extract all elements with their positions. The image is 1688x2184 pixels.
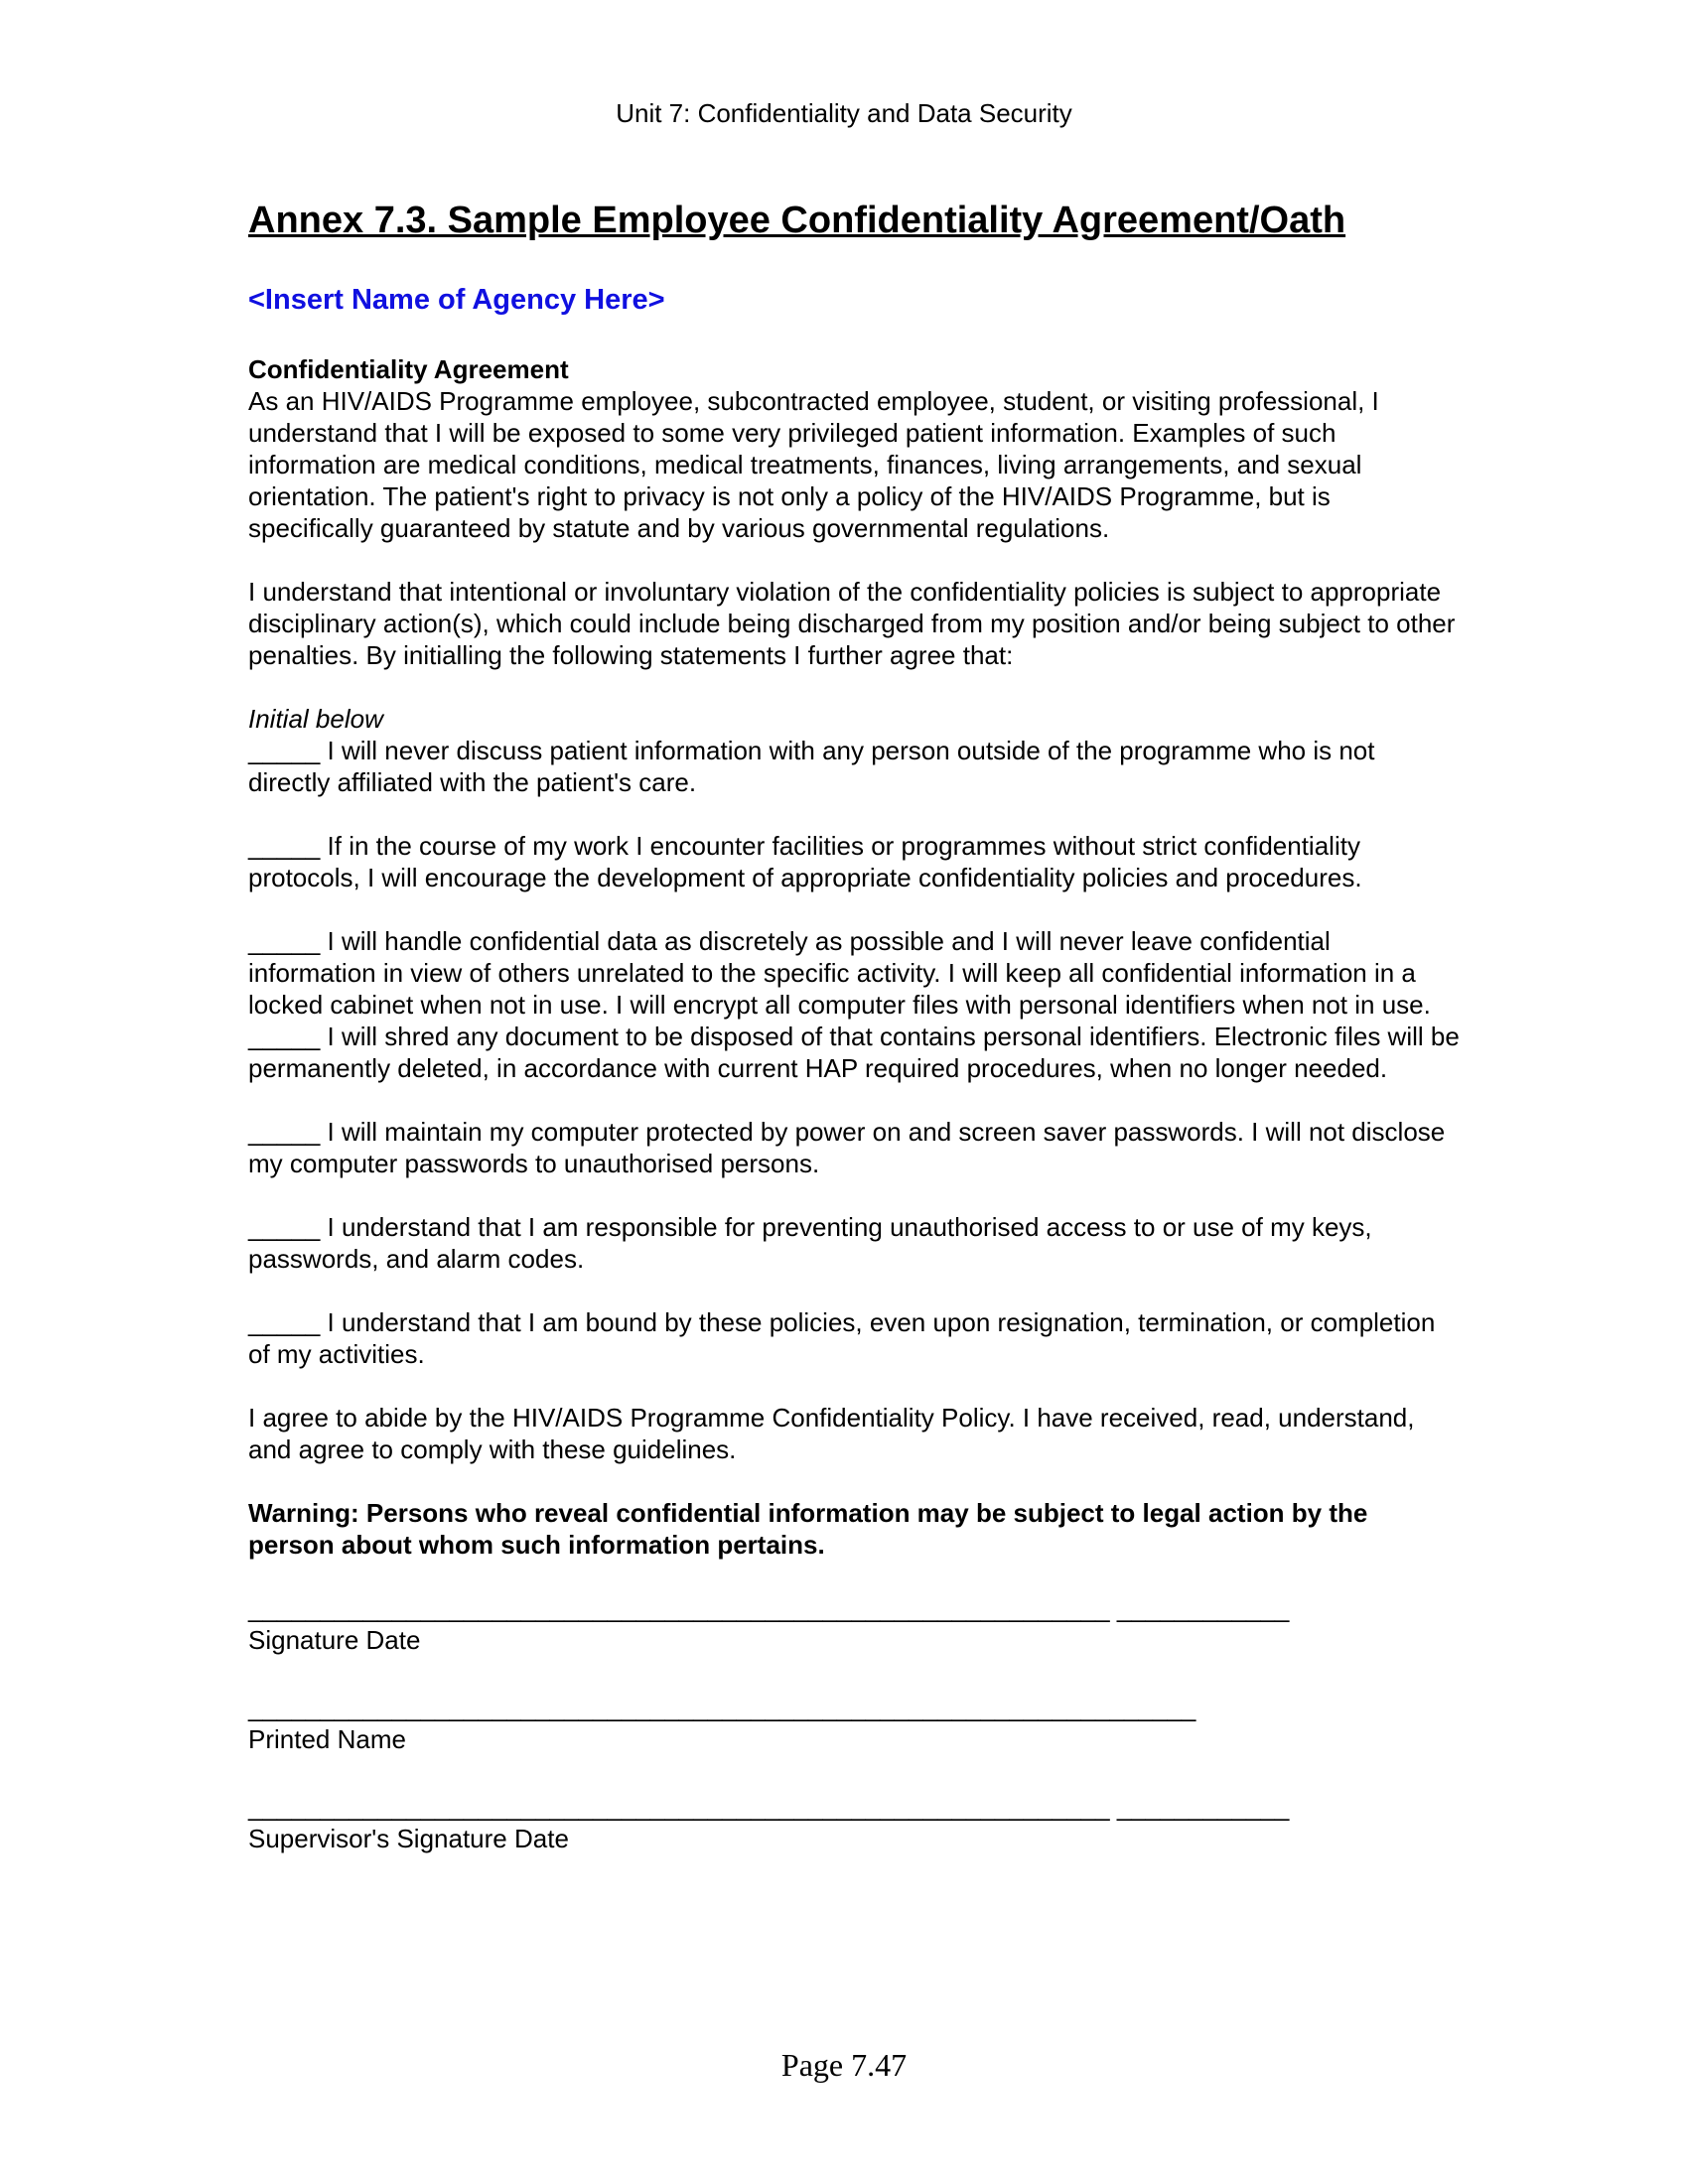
statement-item: _____ I will never discuss patient information with any person outside of the programme who is not directly affiliated with the patient's care. (248, 736, 1375, 797)
warning-statement: Warning: Persons who reveal confidential information may be subject to legal action by the person about whom such information pertains. (248, 1498, 1368, 1560)
agency-name-placeholder: <Insert Name of Agency Here> (248, 284, 665, 316)
statement-item: _____ I will maintain my computer protected by power on and screen saver passwords. I will not disclose my computer passwords to unauthorised persons. (248, 1117, 1446, 1178)
supervisor-signature-line: ____________________________________________________________ ____________ (248, 1792, 1290, 1822)
signature-line: ____________________________________________________________ ____________ (248, 1593, 1290, 1623)
printed-name-line: __________________________________________________________________ (248, 1693, 1196, 1722)
intro-paragraph: As an HIV/AIDS Programme employee, subcontracted employee, student, or visiting professional, I understand that I will be exposed to some very privileged patient information. Examples of such information are medical conditions, medical treatments, finances, living arrangements, and sexual orientation. The patient's right to privacy is not only a policy of the HIV/AIDS Programme, but is specifically guaranteed by statute and by various governmental regulations. (248, 386, 1379, 543)
statement-item: _____ If in the course of my work I encounter facilities or programmes without strict confidentiality protocols, I will encourage the development of appropriate confidentiality policies and procedures. (248, 831, 1362, 892)
section-heading: Confidentiality Agreement (248, 354, 569, 384)
supervisor-signature-block (248, 1791, 1460, 1854)
agreement-paragraph: I agree to abide by the HIV/AIDS Programme Confidentiality Policy. I have received, read, understand, and agree to comply with these guidelines. (248, 1403, 1415, 1464)
printed-name-label: Printed Name (248, 1724, 406, 1754)
initial-below-label: Initial below (248, 704, 383, 734)
supervisor-signature-date-label: Supervisor's Signature Date (248, 1824, 569, 1853)
page-number: Page 7.47 (780, 2047, 908, 2083)
document-body (248, 195, 1460, 1854)
statement-item: _____ I understand that I am responsible for preventing unauthorised access to or use of my keys, passwords, and alarm codes. (248, 1212, 1372, 1274)
statement-item: _____ I will handle confidential data as discretely as possible and I will never leave confidential information in view of others unrelated to the specific activity. I will keep all confidential information in a locked cabinet when not in use. I will encrypt all computer files with personal identifiers when not in use. (248, 926, 1431, 1020)
violation-paragraph: I understand that intentional or involuntary violation of the confidentiality policies is subject to appropriate disciplinary action(s), which could include being discharged from my position and/or being subject to other penalties. By initialling the following statements I further agree that: (248, 577, 1456, 670)
statement-item: _____ I will shred any document to be disposed of that contains personal identifiers. Electronic files will be permanently deleted, in accordance with current HAP required procedures, when no longer needed. (248, 1022, 1460, 1083)
signature-date-label: Signature Date (248, 1625, 421, 1655)
statement-item: _____ I understand that I am bound by these policies, even upon resignation, termination, or completion of my activities. (248, 1307, 1436, 1369)
signature-block (248, 1592, 1460, 1656)
running-header: Unit 7: Confidentiality and Data Security (616, 98, 1072, 128)
printed-name-block (248, 1692, 1460, 1755)
annex-title: Annex 7.3. Sample Employee Confidentiality Agreement/Oath (248, 200, 1346, 241)
